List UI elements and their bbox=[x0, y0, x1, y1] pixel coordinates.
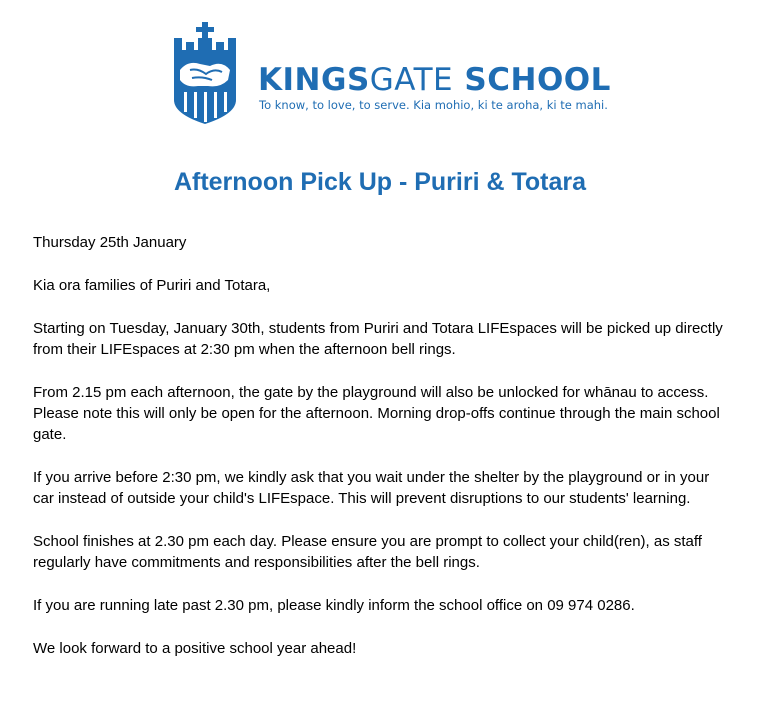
letter-paragraph-pickup: Starting on Tuesday, January 30th, students from Puriri and Totara LIFEspaces will be picked up directly from their LIFEspaces at 2:30 pm when the afternoon bell rings. bbox=[33, 320, 723, 358]
page-title: Afternoon Pick Up - Puriri & Totara bbox=[173, 168, 587, 196]
school-name-kings: KINGS bbox=[258, 62, 370, 98]
letter-date: Thursday 25th January bbox=[33, 234, 187, 251]
school-name-gate: GATE bbox=[369, 62, 454, 98]
school-crest-logo bbox=[172, 22, 238, 124]
letter-paragraph-gate: From 2.15 pm each afternoon, the gate by the playground will also be unlocked for whānau to access. Please note this will only be open for the afternoon. Morning drop-offs continue through the main school gate. bbox=[33, 384, 720, 443]
letter-paragraph-shelter: If you arrive before 2:30 pm, we kindly ask that you wait under the shelter by the playground or in your car instead of outside your child's LIFEspace. This will prevent disruptions to our students' learning. bbox=[33, 469, 710, 507]
school-name bbox=[258, 62, 611, 98]
letter-paragraph-running-late: If you are running late past 2.30 pm, please kindly inform the school office on 09 974 0286. bbox=[33, 597, 635, 614]
school-motto: To know, to love, to serve. Kia mohio, ki te aroha, ki te mahi. bbox=[259, 98, 608, 112]
letter-body bbox=[33, 232, 733, 681]
letter-greeting: Kia ora families of Puriri and Totara, bbox=[33, 277, 271, 294]
letter-paragraph-finish-time: School finishes at 2.30 pm each day. Please ensure you are prompt to collect your child(ren), as staff regularly have commitments and responsibilities after the bell rings. bbox=[33, 533, 702, 571]
school-name-school: SCHOOL bbox=[453, 62, 611, 98]
letter-closing: We look forward to a positive school year ahead! bbox=[33, 640, 357, 657]
school-header bbox=[172, 22, 611, 126]
